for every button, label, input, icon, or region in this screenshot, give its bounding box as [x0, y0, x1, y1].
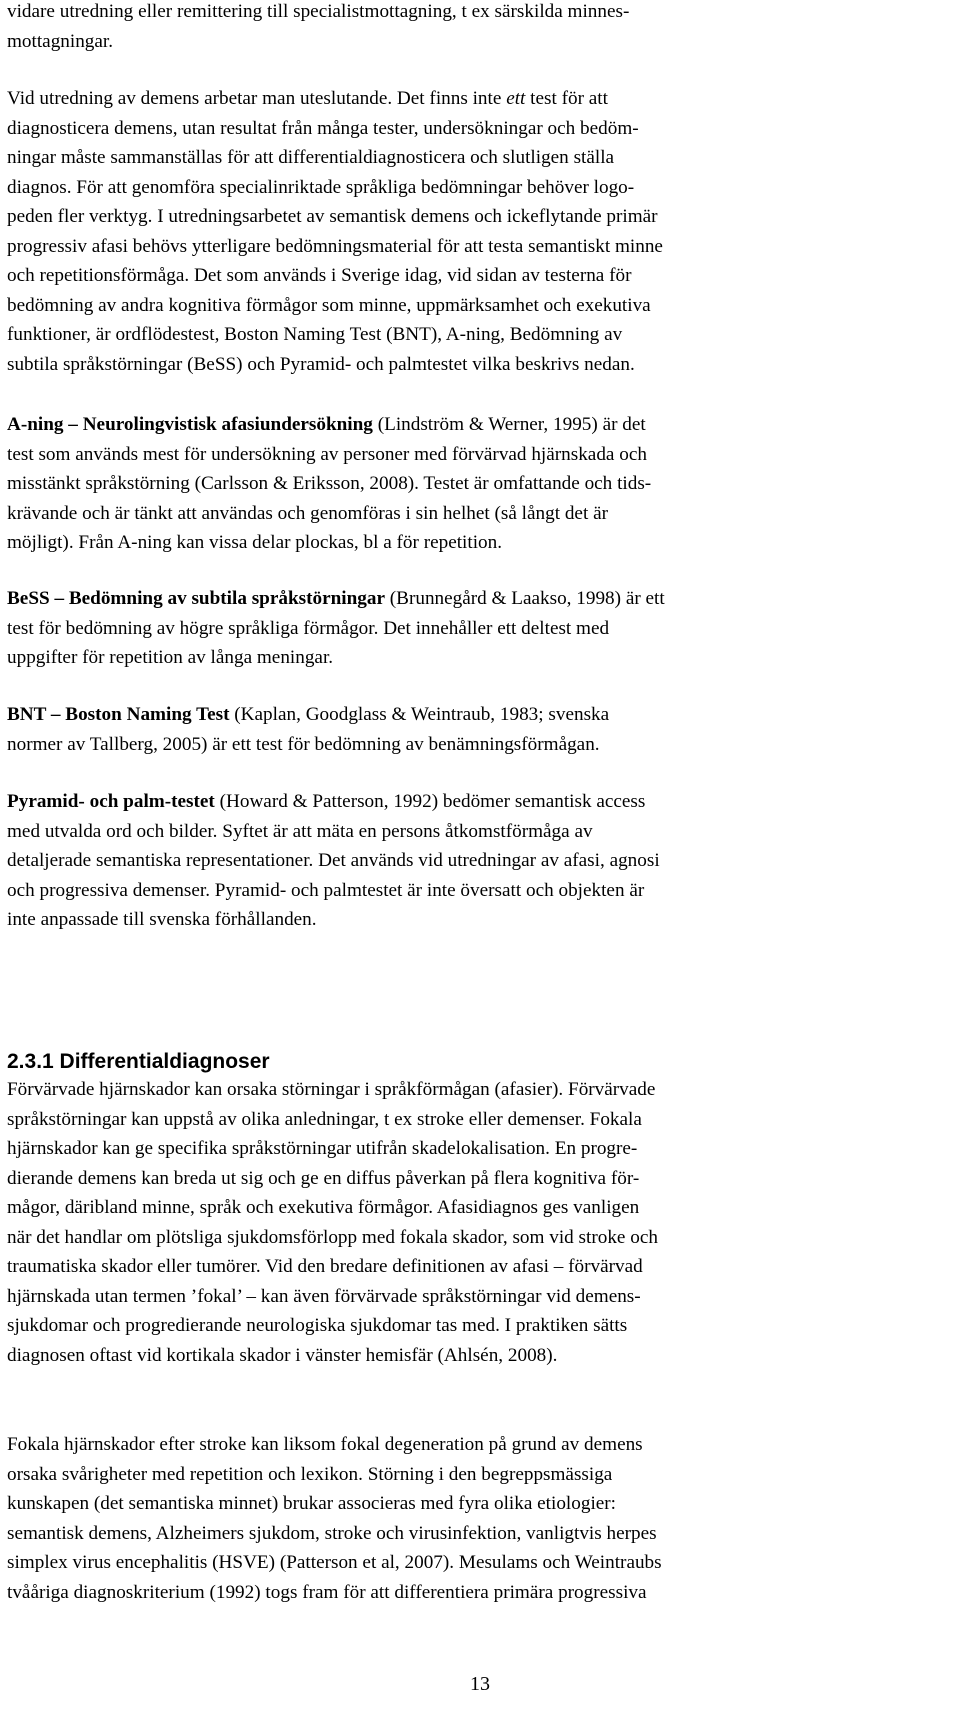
- text-line: diagnos. För att genomföra specialinriktade språkliga bedömningar behöver logo-: [7, 176, 635, 198]
- text-line: mågor, däribland minne, språk och exekutiva förmågor. Afasidiagnos ges vanligen: [7, 1197, 640, 1218]
- text-segment: test för att: [525, 88, 608, 109]
- text-line: hjärnskada utan termen ’fokal’ – kan även förvärvade språkstörningar vid demens-: [7, 1285, 641, 1307]
- text-line: subtila språkstörningar (BeSS) och Pyramid- och palmtestet vilka beskrivs nedan.: [7, 353, 635, 375]
- text-line: funktioner, är ordflödestest, Boston Naming Test (BNT), A-ning, Bedömning av: [7, 324, 623, 345]
- text-line: normer av Tallberg, 2005) är ett test för bedömning av benämningsförmågan.: [7, 733, 600, 755]
- paragraph-bess: [7, 584, 947, 673]
- paragraph-differentialdiagnoser: [7, 1075, 947, 1370]
- text-line: möjligt). Från A-ning kan vissa delar plockas, bl a för repetition.: [7, 532, 503, 553]
- text-line: bedömning av andra kognitiva förmågor som minne, uppmärksamhet och exekutiva: [7, 294, 651, 316]
- text-line: [7, 584, 947, 614]
- text-line: [7, 787, 947, 817]
- text-line: uppgifter för repetition av långa meningar.: [7, 647, 334, 668]
- text-line: hjärnskador kan ge specifika språkstörningar utifrån skadelokalisation. En progre-: [7, 1138, 638, 1159]
- paragraph-demens-utredning: [7, 84, 947, 379]
- paragraph-fokala-hjarnskador: [7, 1430, 947, 1607]
- page-number: 13: [470, 1673, 490, 1695]
- text-line: språkstörningar kan uppstå av olika anledningar, t ex stroke eller demenser. Fokala: [7, 1108, 642, 1130]
- text-line: [7, 84, 947, 114]
- text-segment: (Lindström & Werner, 1995) är det: [372, 414, 646, 435]
- term-bess: BeSS – Bedömning av subtila språkstörningar: [7, 588, 385, 609]
- paragraph-bnt: [7, 700, 947, 759]
- section-heading: 2.3.1 Differentialdiagnoser: [7, 1050, 270, 1073]
- text-line: vidare utredning eller remittering till specialistmottagning, t ex särskilda minnes-: [7, 1, 630, 22]
- text-line: Fokala hjärnskador efter stroke kan liksom fokal degeneration på grund av demens: [7, 1434, 643, 1455]
- text-line: Förvärvade hjärnskador kan orsaka störningar i språkförmågan (afasier). Förvärvade: [7, 1079, 656, 1100]
- text-line: och repetitionsförmåga. Det som används i Sverige idag, vid sidan av testerna för: [7, 265, 632, 286]
- text-line: diagnosticera demens, utan resultat från många tester, undersökningar och bedöm-: [7, 117, 639, 139]
- text-line: test som används mest för undersökning av personer med förvärvad hjärnskada och: [7, 443, 647, 465]
- text-line: orsaka svårigheter med repetition och lexikon. Störning i den begreppsmässiga: [7, 1463, 613, 1485]
- term-aning: A-ning – Neurolingvistisk afasiundersökning: [7, 414, 373, 435]
- intro-paragraph: [7, 0, 947, 56]
- text-line: tvååriga diagnoskriterium (1992) togs fram för att differentiera primära progressiva: [7, 1581, 647, 1603]
- text-segment: Vid utredning av demens arbetar man uteslutande. Det finns inte: [7, 88, 507, 109]
- text-segment: (Howard & Patterson, 1992) bedömer semantisk access: [214, 791, 646, 812]
- paragraph-pyramid: [7, 787, 947, 935]
- text-line: ningar måste sammanställas för att differentialdiagnosticera och slutligen ställa: [7, 147, 615, 168]
- text-line: med utvalda ord och bilder. Syftet är att mäta en persons åtkomstförmåga av: [7, 820, 593, 842]
- text-line: test för bedömning av högre språkliga förmågor. Det innehåller ett deltest med: [7, 617, 610, 639]
- text-line: simplex virus encephalitis (HSVE) (Patterson et al, 2007). Mesulams och Weintraubs: [7, 1552, 662, 1573]
- text-segment: (Kaplan, Goodglass & Weintraub, 1983; svenska: [229, 704, 610, 725]
- text-line: progressiv afasi behövs ytterligare bedömningsmaterial för att testa semantiskt minne: [7, 235, 663, 257]
- paragraph-aning: [7, 410, 947, 558]
- text-line: detaljerade semantiska representationer. Det används vid utredningar av afasi, agnosi: [7, 850, 660, 871]
- text-line: diagnosen oftast vid kortikala skador i vänster hemisfär (Ahlsén, 2008).: [7, 1344, 558, 1366]
- text-line: [7, 410, 947, 440]
- text-line: kunskapen (det semantiska minnet) brukar associeras med fyra olika etiologier:: [7, 1493, 617, 1514]
- text-line: när det handlar om plötsliga sjukdomsförlopp med fokala skador, som vid stroke och: [7, 1226, 658, 1248]
- text-line: krävande och är tänkt att användas och genomföras i sin helhet (så långt det är: [7, 502, 608, 524]
- text-line: [7, 700, 947, 730]
- text-line: inte anpassade till svenska förhållanden.: [7, 909, 317, 930]
- text-line: traumatiska skador eller tumörer. Vid den bredare definitionen av afasi – förvärvad: [7, 1256, 643, 1277]
- text-line: sjukdomar och progredierande neurologiska sjukdomar tas med. I praktiken sätts: [7, 1315, 628, 1336]
- term-bnt: BNT – Boston Naming Test: [7, 704, 230, 725]
- text-line: semantisk demens, Alzheimers sjukdom, stroke och virusinfektion, vanligtvis herpes: [7, 1522, 657, 1544]
- text-line: peden fler verktyg. I utredningsarbetet av semantisk demens och ickeflytande primär: [7, 206, 658, 227]
- term-pyramid: Pyramid- och palm-testet: [7, 791, 215, 812]
- text-line: dierande demens kan breda ut sig och ge en diffus påverkan på flera kognitiva för-: [7, 1167, 640, 1189]
- text-line: mottagningar.: [7, 30, 114, 52]
- text-line: misstänkt språkstörning (Carlsson & Eriksson, 2008). Testet är omfattande och tids-: [7, 473, 652, 494]
- text-line: och progressiva demenser. Pyramid- och palmtestet är inte översatt och objekten är: [7, 879, 645, 901]
- emphasis-text: ett: [506, 88, 526, 109]
- text-segment: (Brunnegård & Laakso, 1998) är ett: [384, 588, 665, 609]
